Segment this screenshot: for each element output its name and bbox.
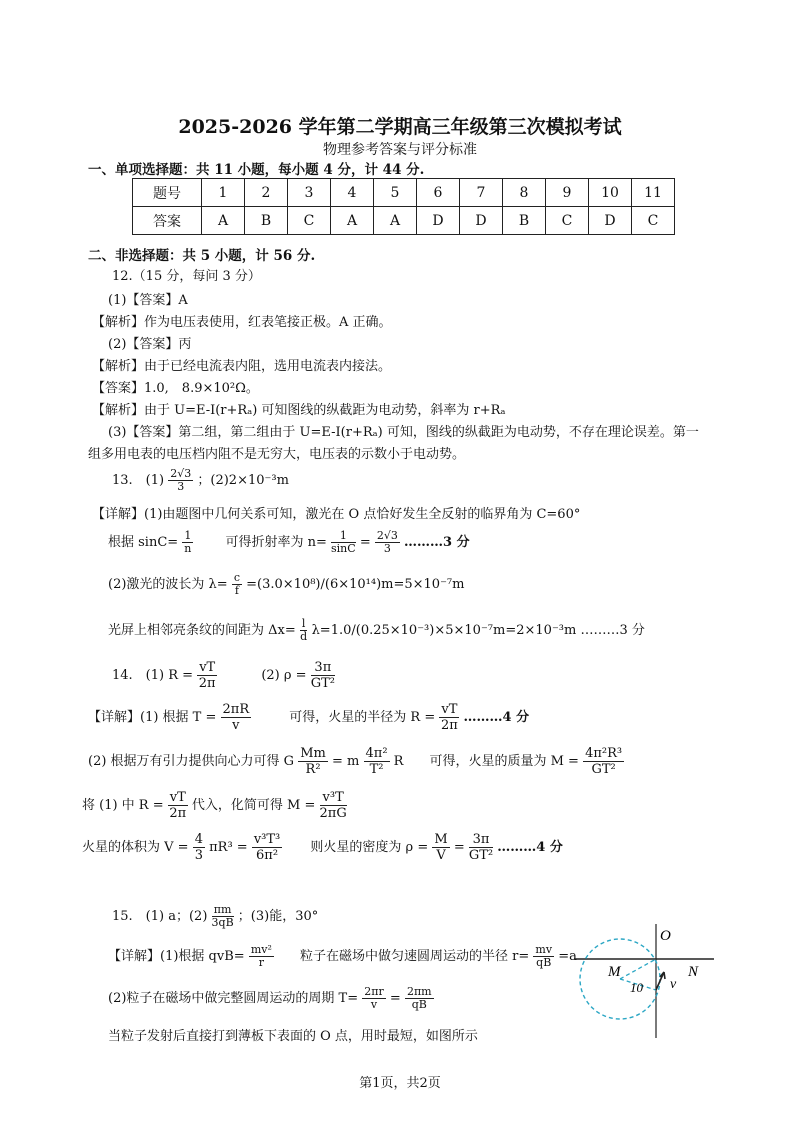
text: =(3.0×10⁸)/(6×10¹⁴)m=5×10⁻⁷m	[246, 577, 465, 592]
fraction-numerator: mv	[535, 943, 553, 956]
fraction-numerator: πm	[212, 904, 234, 917]
fraction-numerator: M	[434, 832, 448, 847]
fraction-denominator: 3	[194, 848, 203, 863]
table-cell: 7	[460, 179, 503, 207]
fraction-denominator: GT²	[591, 762, 616, 777]
fraction	[320, 790, 347, 821]
q12-line: 组多用电表的电压档内阻不是无穷大，电压表的示数小于电动势。	[88, 447, 466, 462]
fraction	[249, 944, 274, 969]
text: =	[359, 535, 371, 550]
table-cell: A	[202, 207, 245, 235]
text: 可得，火星的半径为 R =	[289, 710, 436, 725]
label-v: v	[670, 977, 677, 992]
q13-line	[108, 618, 645, 643]
fraction-denominator: 2πG	[319, 806, 347, 821]
fraction	[182, 530, 193, 555]
text: 光屏上相邻亮条纹的间距为 Δx=	[108, 623, 296, 638]
text: 【详解】(1)根据 qvB=	[108, 949, 245, 964]
fraction	[375, 530, 400, 555]
table-cell: D	[589, 207, 632, 235]
text: =	[389, 991, 401, 1006]
table-row	[133, 207, 675, 235]
fraction-denominator: 3	[383, 542, 391, 555]
table-cell: C	[546, 207, 589, 235]
fraction	[168, 468, 193, 493]
table-cell: A	[331, 207, 374, 235]
fraction-numerator: mv²	[250, 943, 272, 956]
fraction-denominator: r	[258, 956, 264, 969]
section-1-heading: 一、单项选择题：共 11 小题，每小题 4 分，计 44 分.	[88, 162, 425, 178]
table-cell: 10	[589, 179, 632, 207]
table-cell: 1	[202, 179, 245, 207]
score: ………4 分	[497, 840, 563, 855]
q14-line	[82, 832, 563, 863]
q12-line: 【解析】作为电压表使用，红表笔接正极。A 正确。	[92, 315, 392, 330]
magnetic-field-diagram	[568, 924, 718, 1044]
fraction-denominator: 2π	[169, 806, 187, 821]
table-cell: C	[288, 207, 331, 235]
text: 14. (1) R =	[112, 668, 194, 683]
text: 将 (1) 中 R =	[82, 798, 164, 813]
fraction-denominator: n	[184, 542, 192, 555]
text: (2)粒子在磁场中做完整圆周运动的周期 T=	[108, 991, 359, 1006]
text: 15. (1) a；(2)	[112, 909, 208, 924]
fraction	[439, 702, 459, 733]
fraction-denominator: 2π	[198, 676, 216, 691]
q12-line: (3)【答案】第二组，第二组由于 U=E-I(r+Rₐ) 可知，图线的纵截距为电动势，不存在理论误差。第一	[108, 425, 699, 440]
fraction-numerator: 2πm	[406, 985, 432, 998]
fraction	[432, 832, 449, 863]
fraction-numerator: l	[301, 617, 306, 630]
q13-line	[108, 530, 470, 555]
fraction-denominator: 3qB	[211, 916, 234, 929]
fraction-denominator: R²	[305, 762, 321, 777]
fraction-numerator: 3π	[311, 660, 335, 676]
fraction	[533, 944, 554, 969]
table-cell: 题号	[133, 179, 202, 207]
fraction	[212, 904, 234, 929]
fraction-numerator: 1	[184, 529, 192, 542]
text: 13. (1)	[112, 473, 165, 488]
fraction-numerator: vT	[169, 790, 186, 805]
table-cell: 答案	[133, 207, 202, 235]
page-subtitle: 物理参考答案与评分标准	[323, 142, 477, 158]
table-cell: B	[503, 207, 546, 235]
fraction	[300, 618, 308, 643]
fraction-numerator: 4π²R³	[585, 746, 623, 761]
q12-line: (1)【答案】A	[108, 293, 188, 308]
text: ；(2)2×10⁻³m	[197, 473, 289, 488]
fraction-denominator: 6π²	[256, 848, 279, 863]
text: R 可得，火星的质量为 M =	[393, 754, 579, 769]
fraction-denominator: qB	[411, 998, 427, 1011]
fraction	[298, 746, 328, 777]
table-cell: B	[245, 207, 288, 235]
fraction-numerator: v³T	[320, 790, 347, 806]
q15-line	[108, 986, 434, 1011]
table-cell: 11	[632, 179, 675, 207]
label-M: M	[608, 964, 621, 980]
text: =a	[558, 949, 577, 964]
table-cell: 2	[245, 179, 288, 207]
fraction	[405, 986, 434, 1011]
fraction-denominator: v	[232, 718, 240, 733]
text: 可得折射率为 n=	[225, 535, 327, 550]
table-cell: A	[374, 207, 417, 235]
fraction-numerator: Mm	[300, 746, 326, 761]
fraction-numerator: 4π²	[365, 746, 388, 761]
fraction-denominator: qB	[536, 956, 552, 969]
text: (2)激光的波长为 λ=	[108, 577, 228, 592]
fraction-denominator: 2π	[440, 718, 458, 733]
text: 火星的体积为 V =	[82, 840, 189, 855]
table-cell: 5	[374, 179, 417, 207]
label-O: O	[660, 928, 671, 944]
q13-line	[108, 572, 464, 597]
table-cell: D	[417, 207, 460, 235]
angle-label: 10	[630, 980, 643, 995]
fraction-denominator: V	[436, 848, 446, 863]
table-cell: C	[632, 207, 675, 235]
page-title: 2025-2026 学年第二学期高三年级第三次模拟考试	[178, 116, 622, 138]
fraction	[362, 986, 386, 1011]
table-cell: 4	[331, 179, 374, 207]
q15-heading	[112, 904, 318, 929]
fraction-denominator: sinC	[331, 542, 356, 555]
text: 【详解】(1) 根据 T =	[88, 710, 217, 725]
q12-line: 【解析】由于 U=E-I(r+Rₐ) 可知图线的纵截距为电动势，斜率为 r+Rₐ	[92, 403, 506, 418]
fraction-numerator: c	[233, 571, 240, 584]
q13-heading	[112, 468, 289, 493]
fraction	[168, 790, 188, 821]
fraction	[311, 660, 335, 691]
fraction-denominator: GT²	[310, 676, 335, 691]
score: ………4 分	[463, 710, 530, 725]
fraction-numerator: v³T³	[253, 832, 281, 847]
fraction-denominator: T²	[369, 762, 384, 777]
text: (2) ρ =	[261, 668, 307, 683]
fraction-denominator: 3	[177, 480, 185, 493]
fraction	[469, 832, 493, 863]
table-cell: 6	[417, 179, 460, 207]
fraction-numerator: 2√3	[376, 529, 398, 542]
fraction-numerator: 3π	[469, 832, 493, 848]
text: 粒子在磁场中做匀速圆周运动的半径 r=	[300, 949, 530, 964]
fraction	[197, 660, 217, 691]
table-row	[133, 179, 675, 207]
text: 根据 sinC=	[108, 535, 179, 550]
q14-heading	[112, 660, 335, 691]
fraction-numerator: vT	[199, 660, 216, 675]
q14-line	[82, 790, 347, 821]
section-2-heading: 二、非选择题：共 5 小题，计 56 分.	[88, 248, 316, 264]
q15-line	[108, 944, 577, 969]
fraction	[232, 572, 242, 597]
fraction-denominator: GT²	[468, 848, 494, 863]
q12-heading: 12.（15 分，每问 3 分）	[112, 269, 261, 284]
fraction-denominator: v	[370, 998, 378, 1011]
text: (2) 根据万有引力提供向心力可得 G	[88, 754, 295, 769]
fraction-numerator: 2πR	[222, 702, 250, 717]
fraction-denominator: d	[300, 630, 308, 643]
table-cell: 9	[546, 179, 589, 207]
fraction-numerator: 2πr	[364, 985, 384, 998]
fraction-numerator: 4	[194, 832, 203, 847]
table-cell: D	[460, 207, 503, 235]
fraction	[583, 746, 624, 777]
table-cell: 8	[503, 179, 546, 207]
fraction-denominator: f	[234, 584, 239, 597]
score: ………3 分	[404, 535, 470, 550]
table-cell: 3	[288, 179, 331, 207]
q13-line: 【详解】(1)由题图中几何关系可知，激光在 O 点恰好发生全反射的临界角为 C=60°	[92, 507, 581, 522]
text: =	[453, 840, 465, 855]
q12-line: 【解析】由于已经电流表内阻，选用电流表内接法。	[92, 359, 392, 374]
fraction	[331, 530, 356, 555]
text: = m	[332, 754, 360, 769]
text: λ=1.0/(0.25×10⁻³)×5×10⁻⁷m=2×10⁻³m ………3 分	[311, 623, 645, 638]
fraction	[252, 832, 282, 863]
fraction-numerator: vT	[441, 702, 458, 717]
fraction	[221, 702, 252, 733]
text: 代入，化简可得 M =	[191, 798, 316, 813]
answer-table	[132, 178, 675, 235]
text: ；(3)能，30°	[237, 909, 319, 924]
fraction-numerator: 1	[331, 530, 356, 543]
text: πR³ =	[209, 840, 248, 855]
q14-line	[88, 746, 624, 777]
page-number: 第1页，共2页	[359, 1076, 441, 1091]
text: 则火星的密度为 ρ =	[310, 840, 429, 855]
q15-line: 当粒子发射后直接打到薄板下表面的 O 点，用时最短，如图所示	[108, 1029, 478, 1044]
label-N: N	[688, 964, 699, 980]
q12-line: (2)【答案】丙	[108, 337, 192, 352]
radius-line	[620, 959, 656, 979]
q14-line	[88, 702, 529, 733]
fraction	[193, 832, 205, 863]
fraction-numerator: 2√3	[170, 467, 192, 480]
fraction	[364, 746, 390, 777]
q12-line: 【答案】1.0, 8.9×10²Ω。	[92, 381, 259, 396]
